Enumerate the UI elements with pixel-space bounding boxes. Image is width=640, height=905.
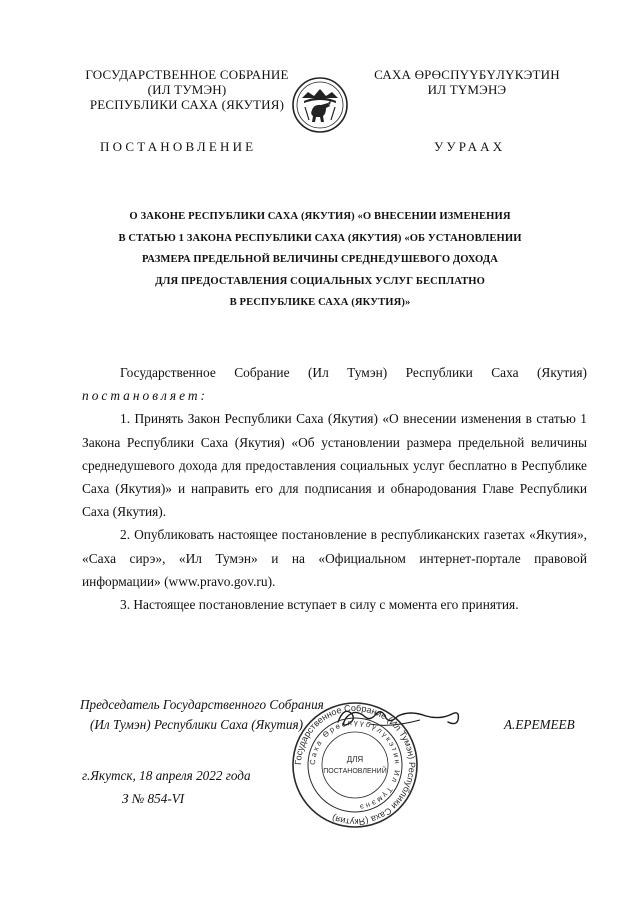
decree-item-2: 2. Опубликовать настоящее постановление в республиканских газетах «Якутия», «Саха сирэ», «Ил Тумэн» и на «Официальном интернет-портале правовой информации» (www.pravo.gov.ru).: [82, 527, 587, 589]
header-right: [362, 67, 572, 97]
doc-type-right: УУРААХ: [434, 139, 506, 154]
stamp-center-line-2: ПОСТАНОВЛЕНИЙ: [323, 768, 387, 775]
title-line-3: РАЗМЕРА ПРЕДЕЛЬНОЙ ВЕЛИЧИНЫ СРЕДНЕДУШЕВОГО ДОХОДА: [142, 254, 498, 266]
position-line-2: (Ил Тумэн) Республики Саха (Якутия): [90, 717, 304, 732]
signatory-name: А.ЕРЕМЕЕВ: [504, 717, 575, 732]
title-line-1: О ЗАКОНЕ РЕСПУБЛИКИ САХА (ЯКУТИЯ) «О ВНЕСЕНИИ ИЗМЕНЕНИЯ: [129, 211, 511, 222]
header-left-line-2: (ИЛ ТУМЭН): [147, 82, 227, 97]
republic-emblem-icon: [290, 72, 350, 136]
header-right-line-2: ИЛ ТҮМЭНЭ: [427, 82, 507, 97]
stamp-center-line-1: ДЛЯ: [346, 755, 364, 764]
header-left-line-1: ГОСУДАРСТВЕННОЕ СОБРАНИЕ: [85, 67, 289, 82]
place-date: г.Якутск, 18 апреля 2022 года: [82, 768, 251, 783]
header-left: [72, 67, 302, 112]
intro-line: Государственное Собрание (Ил Тумэн) Республики Саха (Якутия): [120, 365, 587, 380]
header-right-line-1: САХА ӨРӨСПҮҮБҮЛҮКЭТИН: [374, 67, 560, 82]
decree-word: постановляет:: [82, 388, 208, 404]
official-stamp: [290, 700, 420, 830]
position-line-1: Председатель Государственного Собрания: [80, 697, 324, 712]
title-line-5: В РЕСПУБЛИКЕ САХА (ЯКУТИЯ)»: [229, 297, 411, 309]
document-body: [82, 361, 587, 616]
signatory-position: [80, 695, 324, 735]
title-line-4: ДЛЯ ПРЕДОСТАВЛЕНИЯ СОЦИАЛЬНЫХ УСЛУГ БЕСПЛАТНО: [155, 275, 485, 287]
document-number: З № 854-VI: [122, 791, 185, 806]
title-line-2: В СТАТЬЮ 1 ЗАКОНА РЕСПУБЛИКИ САХА (ЯКУТИЯ) «ОБ УСТАНОВЛЕНИИ: [118, 232, 522, 244]
decree-item-1: 1. Принять Закон Республики Саха (Якутия) «О внесении изменения в статью 1 Закона Республики Саха (Якутия) «Об установлении размера предельной величины среднедушевого дохода для предоставления социальных услуг бесплатно в Республике Саха (Якутия)» и направить его для подписания и обнародования Главе Республики Саха (Якутия).: [82, 411, 587, 520]
decree-item-3: 3. Настоящее постановление вступает в силу с момента его принятия.: [120, 597, 519, 613]
stamp-inner-text: Саха Өрөспүүбүлүкэтин Ил Түмэнэ: [307, 717, 403, 812]
doc-type-left: ПОСТАНОВЛЕНИЕ: [100, 139, 257, 154]
stamp-outer-text: Государственное Собрание (Ил Тумэн) Республики Саха (Якутия): [292, 702, 418, 828]
document-title: [60, 206, 580, 314]
header-left-line-3: РЕСПУБЛИКИ САХА (ЯКУТИЯ): [89, 97, 285, 112]
